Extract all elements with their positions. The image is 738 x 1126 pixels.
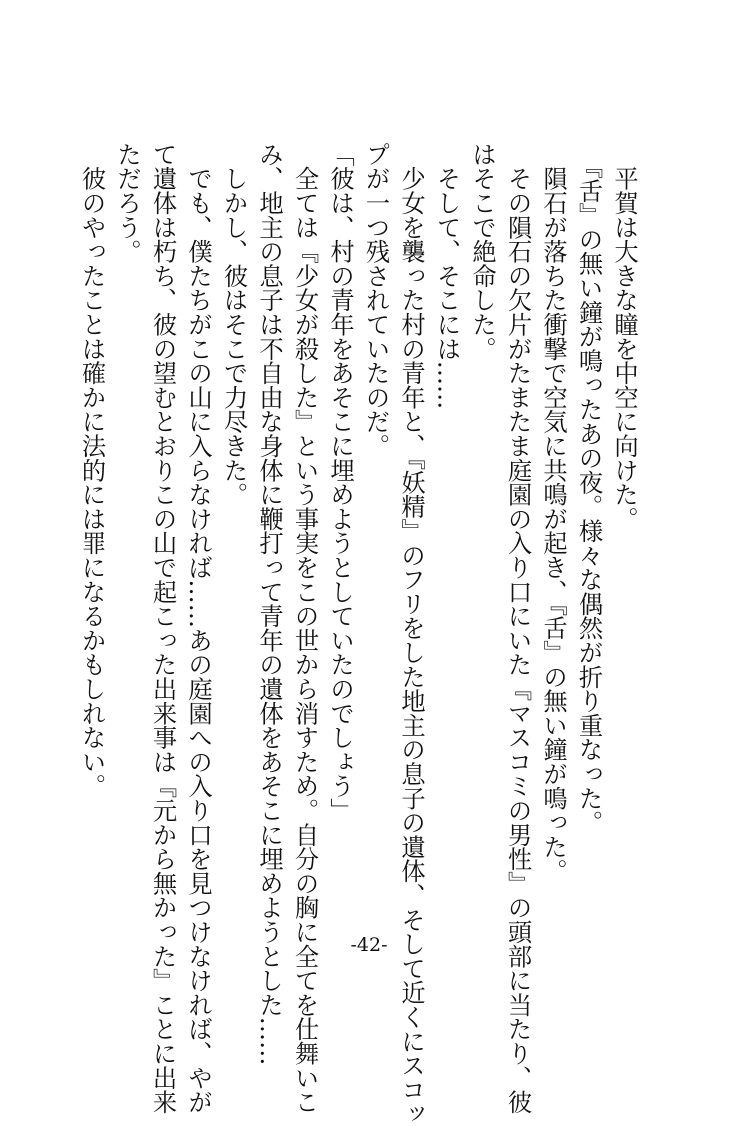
- page-number: -42-: [350, 934, 388, 956]
- text-line: 少女を襲った村の青年と、『妖精』のフリをした地主の息子の遺体、そして近くにスコッ: [397, 142, 426, 1126]
- text-line: その隕石の欠片がたまたま庭園の入り口にいた『マスコミの男性』の頭部に当たり、彼: [503, 142, 533, 1114]
- text-line: 全ては『少女が殺した』という事実をこの世から消すため。自分の胸に全てを仕舞いこ: [290, 142, 320, 1114]
- text-line: プが一つ残されていたのだ。: [361, 142, 391, 458]
- text-line: そして、そこには……: [432, 142, 462, 410]
- text-line: て遺体は朽ち、彼の望むとおりこの山で起こった出来事は『元から無かった』ことに出来: [148, 142, 178, 1114]
- text-line: 平賀は大きな瞳を中空に向けた。: [610, 142, 639, 531]
- text-line: でも、僕たちがこの山に入らなければ……あの庭園への入り口を見つけなければ、やが: [184, 142, 213, 1114]
- text-line: 隕石が落ちた衝撃で空気に共鳴が起き、『舌』の無い鐘が鳴った。: [539, 142, 568, 884]
- text-line: ただろう。: [113, 142, 142, 264]
- text-line: はそこで絶命した。: [468, 142, 497, 361]
- text-line: み、地主の息子は不自由な身体に鞭打って青年の遺体をあそこに埋めようとした……: [255, 142, 284, 1066]
- text-line: 「彼は、村の青年をあそこに埋めようとしていたのでしょう」: [326, 142, 355, 823]
- text-line: 彼のやったことは確かに法的には罪になるかもしれない。: [77, 142, 107, 799]
- text-line: しかし、彼はそこで力尽きた。: [219, 142, 249, 507]
- text-line: 『舌』の無い鐘が鳴ったあの夜。様々な偶然が折り重なった。: [574, 142, 604, 835]
